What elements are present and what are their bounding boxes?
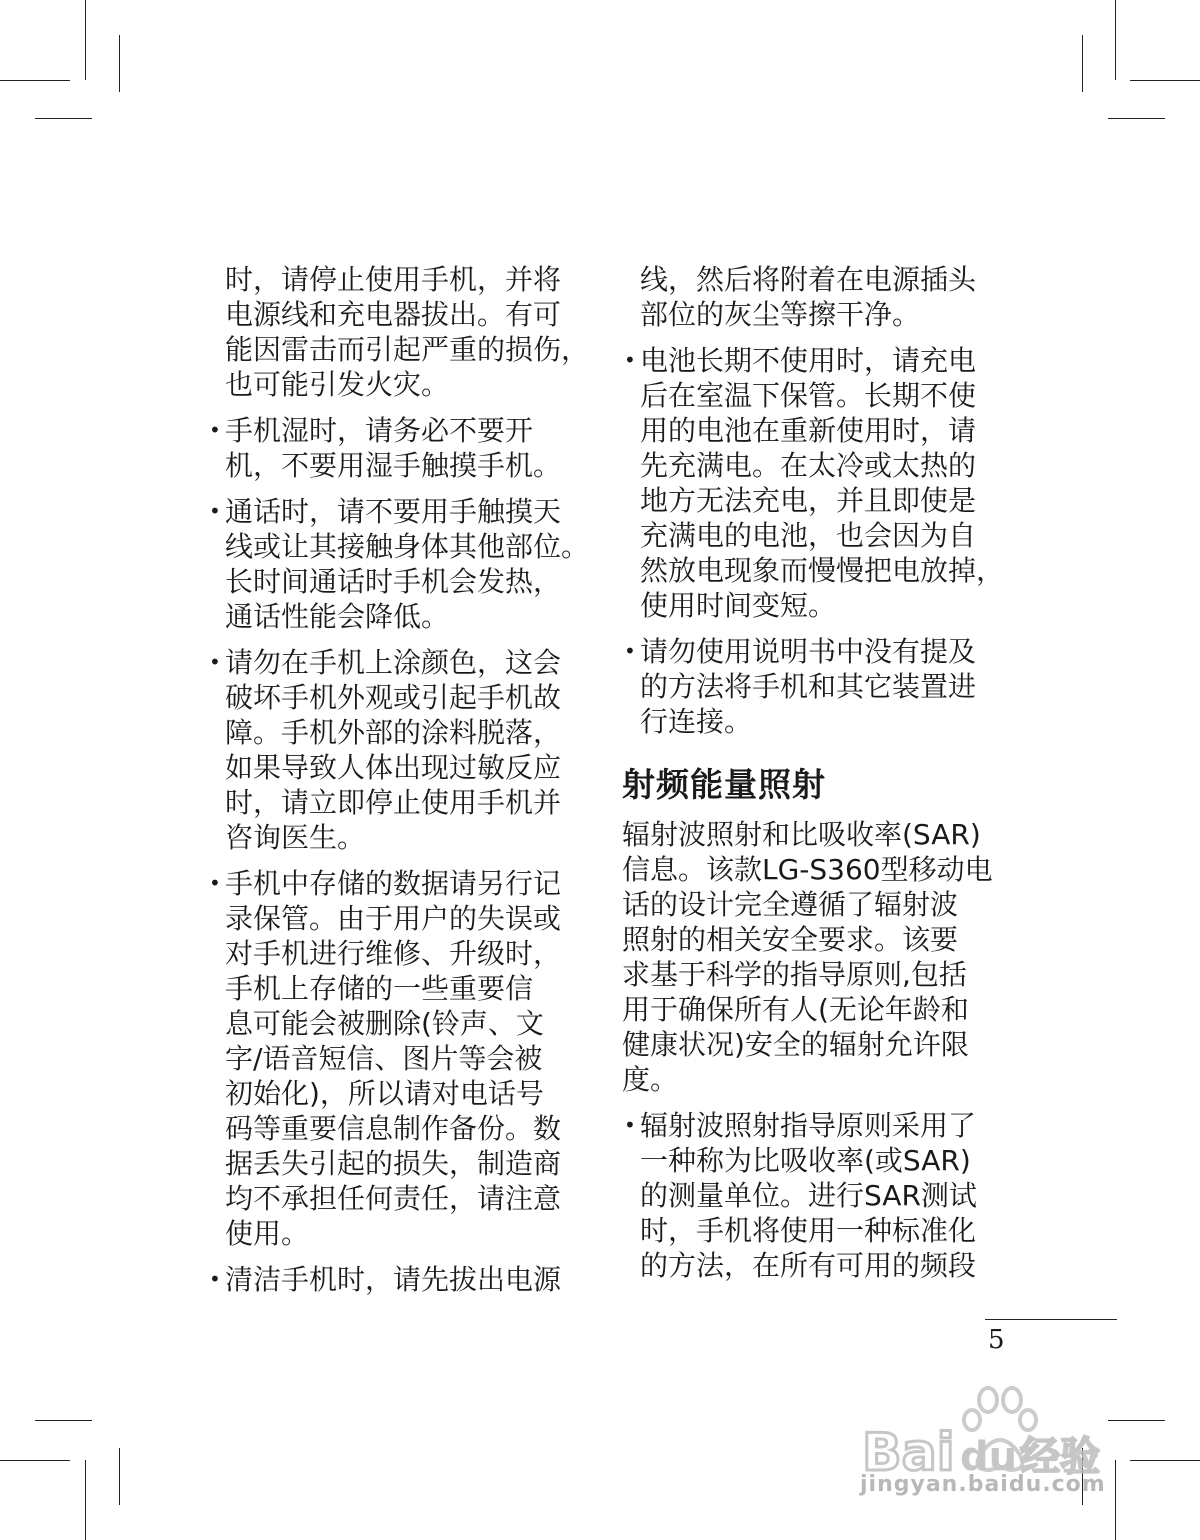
text-line: 的方法，在所有可用的频段 [640,1249,977,1282]
text-line: 辐射波照射指导原则采用了 [640,1109,977,1142]
watermark-logo-text-jingyan: 经验 [1020,1434,1100,1480]
text-line: 用于确保所有人(无论年龄和 [622,993,969,1026]
bullet-item [207,1262,602,1297]
bullet-item [207,645,602,855]
crop-mark [35,1420,92,1421]
crop-mark [35,118,92,119]
text-line: 据丢失引起的损失，制造商 [225,1147,562,1180]
text-line: 能因雷击而引起严重的损伤， [225,333,590,366]
crop-mark [85,1460,86,1540]
text-line: 线或让其接触身体其他部位。 [225,530,590,563]
text-line: 健康状况)安全的辐射允许限 [622,1028,969,1061]
crop-mark [0,80,70,81]
paragraph [207,262,602,402]
bullet-dot: • [209,418,221,442]
text-line: 电源线和充电器拔出。有可 [225,298,562,331]
text-line: 时，手机将使用一种标准化 [640,1214,977,1247]
text-line: 的测量单位。进行SAR测试 [640,1179,977,1212]
watermark-logo-text-du: du [960,1434,1018,1480]
text-line: 使用。 [225,1217,310,1250]
text-line: 字/语音短信、图片等会被 [225,1042,543,1075]
text-line: 部位的灰尘等擦干净。 [640,298,921,331]
text-line: 度。 [622,1063,679,1096]
bullet-item [622,1108,1017,1283]
text-line: 咨询医生。 [225,821,366,854]
crop-mark [85,0,86,80]
watermark-url: jingyan.baidu.com [860,1472,1106,1497]
crop-mark [119,35,120,92]
text-line: 初始化)，所以请对电话号 [225,1077,544,1110]
right-column [622,262,1017,1294]
text-line: 照射的相关安全要求。该要 [622,923,959,956]
page-number: 5 [988,1325,1005,1355]
text-line: 请勿在手机上涂颜色，这会 [225,646,562,679]
watermark-logo-text-bai: Bai [862,1423,955,1483]
text-line: 手机上存储的一些重要信 [225,972,534,1005]
crop-mark [1130,1460,1200,1461]
text-line: 信息。该款LG-S360型移动电 [622,853,993,886]
bullet-dot: • [209,499,221,523]
text-line: 后在室温下保管。长期不使 [640,379,977,412]
bullet-dot: • [209,1267,221,1291]
text-line: 时，请立即停止使用手机并 [225,786,562,819]
paragraph [622,817,1017,1097]
text-line: 时，请停止使用手机，并将 [225,263,562,296]
section-heading: 射频能量照射 [622,765,826,804]
paragraph [622,262,1017,332]
text-line: 对手机进行维修、升级时， [225,937,562,970]
text-line: 通话性能会降低。 [225,600,450,633]
text-line: 用的电池在重新使用时，请 [640,414,977,447]
bullet-item [622,343,1017,623]
text-line: 码等重要信息制作备份。数 [225,1112,562,1145]
text-line: 破坏手机外观或引起手机故 [225,681,562,714]
crop-mark [119,1448,120,1505]
left-column [207,262,602,1308]
crop-mark [0,1460,70,1461]
text-line: 求基于科学的指导原则,包括 [622,958,967,991]
bullet-item [207,413,602,483]
text-line: 电池长期不使用时，请充电 [640,344,977,377]
crop-mark [1082,35,1083,92]
bullet-dot: • [624,348,636,372]
text-line: 线，然后将附着在电源插头 [640,263,977,296]
text-line: 均不承担任何责任，请注意 [225,1182,562,1215]
text-line: 通话时，请不要用手触摸天 [225,495,562,528]
crop-mark [1108,1420,1165,1421]
crop-mark [1130,80,1200,81]
text-line: 使用时间变短。 [640,589,837,622]
text-line: 息可能会被删除(铃声、文 [225,1007,544,1040]
crop-mark [1108,118,1165,119]
bullet-dot: • [624,639,636,663]
text-line: 地方无法充电，并且即使是 [640,484,977,517]
text-line: 清洁手机时，请先拔出电源 [225,1263,562,1296]
crop-mark [1115,0,1116,80]
text-line: 话的设计完全遵循了辐射波 [622,888,959,921]
text-line: 手机湿时，请务必不要开 [225,414,534,447]
text-line: 辐射波照射和比吸收率(SAR) [622,818,981,851]
text-line: 手机中存储的数据请另行记 [225,867,562,900]
bullet-dot: • [624,1113,636,1137]
text-line: 机，不要用湿手触摸手机。 [225,449,562,482]
bullet-item [207,866,602,1251]
text-line: 充满电的电池，也会因为自 [640,519,977,552]
text-line: 一种称为比吸收率(或SAR) [640,1144,971,1177]
text-line: 的方法将手机和其它装置进 [640,670,977,703]
bullet-dot: • [209,650,221,674]
text-line: 然放电现象而慢慢把电放掉， [640,554,1005,587]
text-line: 也可能引发火灾。 [225,368,450,401]
text-line: 如果导致人体出现过敏反应 [225,751,562,784]
text-line: 请勿使用说明书中没有提及 [640,635,977,668]
text-line: 行连接。 [640,705,753,738]
text-line: 录保管。由于用户的失误或 [225,902,562,935]
bullet-item [207,494,602,634]
text-line: 障。手机外部的涂料脱落， [225,716,562,749]
bullet-item [622,634,1017,739]
footer-rule [985,1319,1117,1320]
text-line: 长时间通话时手机会发热， [225,565,562,598]
baidu-watermark-logo [860,1370,1110,1520]
bullet-dot: • [209,871,221,895]
text-line: 先充满电。在太冷或太热的 [640,449,977,482]
